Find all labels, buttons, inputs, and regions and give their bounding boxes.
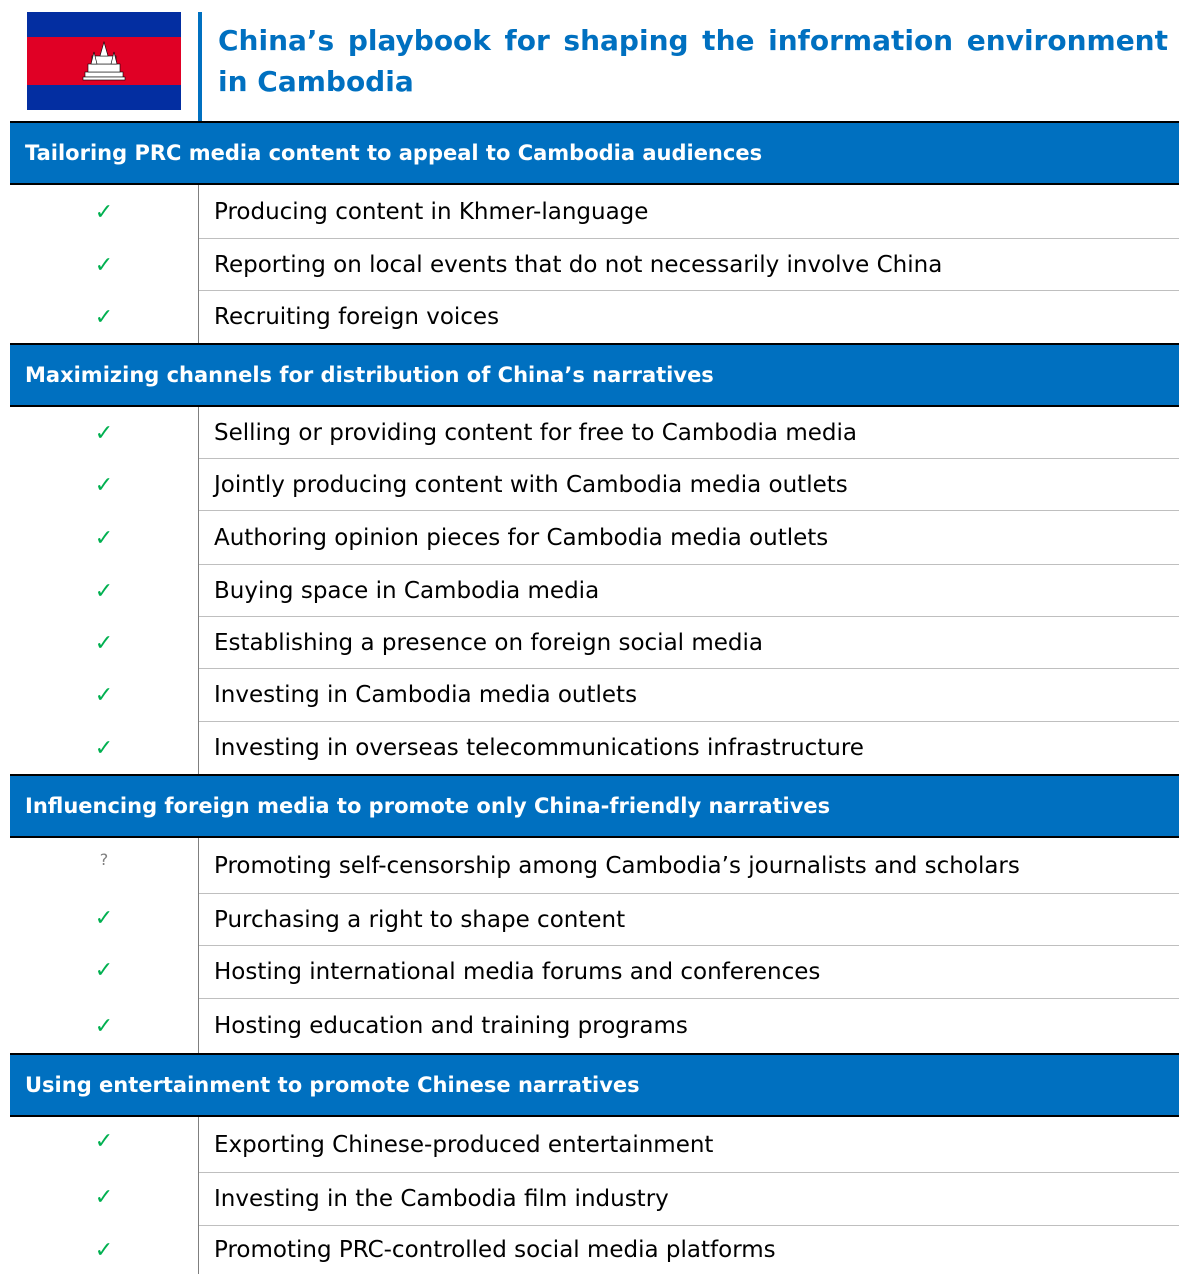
checkmark-icon: ✓	[10, 291, 199, 343]
row-label: Investing in Cambodia media outlets	[199, 669, 1179, 722]
table-row	[10, 459, 1179, 511]
checkmark-icon: ✓	[10, 617, 199, 669]
table-row	[10, 511, 1179, 565]
table-row	[10, 565, 1179, 617]
table-row	[10, 999, 1179, 1053]
page-title: China’s playbook for shaping the information environment in Cambodia	[218, 24, 1168, 98]
table-row	[10, 239, 1179, 291]
cambodia-flag-icon	[27, 12, 181, 110]
row-label: Authoring opinion pieces for Cambodia media outlets	[199, 511, 1179, 565]
checkmark-icon: ✓	[10, 999, 199, 1053]
table-row	[10, 407, 1179, 459]
checkmark-icon: ✓	[10, 1117, 199, 1173]
row-label: Recruiting foreign voices	[214, 304, 500, 330]
section-header	[10, 774, 1179, 838]
question-mark-icon: ?	[10, 838, 199, 894]
row-label: Investing in the Cambodia film industry	[199, 1173, 1179, 1226]
checkmark-icon: ✓	[10, 894, 199, 946]
section-title: Maximizing channels for distribution of China’s narratives	[25, 363, 714, 387]
row-label: Investing in overseas telecommunications infrastructure	[214, 735, 864, 761]
checkmark-icon: ✓	[10, 407, 199, 459]
table-row	[10, 1226, 1179, 1274]
section-header	[10, 343, 1179, 407]
table-row	[10, 722, 1179, 774]
checkmark-icon: ✓	[10, 946, 199, 999]
row-label: Purchasing a right to shape content	[199, 894, 1179, 946]
table-row	[10, 1117, 1179, 1173]
row-label: Selling or providing content for free to Cambodia media	[199, 407, 1179, 459]
checkmark-icon: ✓	[10, 1173, 199, 1226]
row-label: Producing content in Khmer-language	[199, 185, 1179, 239]
table-row	[10, 185, 1179, 239]
table-row	[10, 291, 1179, 343]
table-row	[10, 894, 1179, 946]
checkmark-icon: ✓	[10, 669, 199, 722]
row-label: Hosting international media forums and conferences	[199, 946, 1179, 999]
checkmark-icon: ✓	[10, 459, 199, 511]
checkmark-icon: ✓	[10, 511, 199, 565]
row-label: Hosting education and training programs	[214, 1013, 688, 1039]
checkmark-icon: ✓	[10, 239, 199, 291]
row-label: Reporting on local events that do not necessarily involve China	[199, 239, 1179, 291]
checkmark-icon: ✓	[10, 722, 199, 774]
section-header	[10, 121, 1179, 185]
table-row	[10, 1173, 1179, 1226]
row-label: Promoting PRC-controlled social media platforms	[214, 1237, 776, 1263]
table-row	[10, 669, 1179, 722]
table-row	[10, 838, 1179, 894]
header-divider	[198, 12, 202, 121]
section-header	[10, 1053, 1179, 1117]
checkmark-icon: ✓	[10, 565, 199, 617]
row-label: Buying space in Cambodia media	[199, 565, 1179, 617]
table-row	[10, 946, 1179, 999]
section-title: Using entertainment to promote Chinese narratives	[25, 1073, 640, 1097]
row-label: Promoting self-censorship among Cambodia’s journalists and scholars	[199, 838, 1179, 894]
checkmark-icon: ✓	[10, 1226, 199, 1274]
table-row	[10, 617, 1179, 669]
playbook-table	[10, 121, 1179, 1274]
checkmark-icon: ✓	[10, 185, 199, 239]
section-title: Tailoring PRC media content to appeal to Cambodia audiences	[25, 141, 763, 165]
row-label: Establishing a presence on foreign social media	[199, 617, 1179, 669]
section-title: Influencing foreign media to promote only China-friendly narratives	[25, 794, 831, 818]
row-label: Jointly producing content with Cambodia media outlets	[199, 459, 1179, 511]
row-label: Exporting Chinese-produced entertainment	[199, 1117, 1179, 1173]
